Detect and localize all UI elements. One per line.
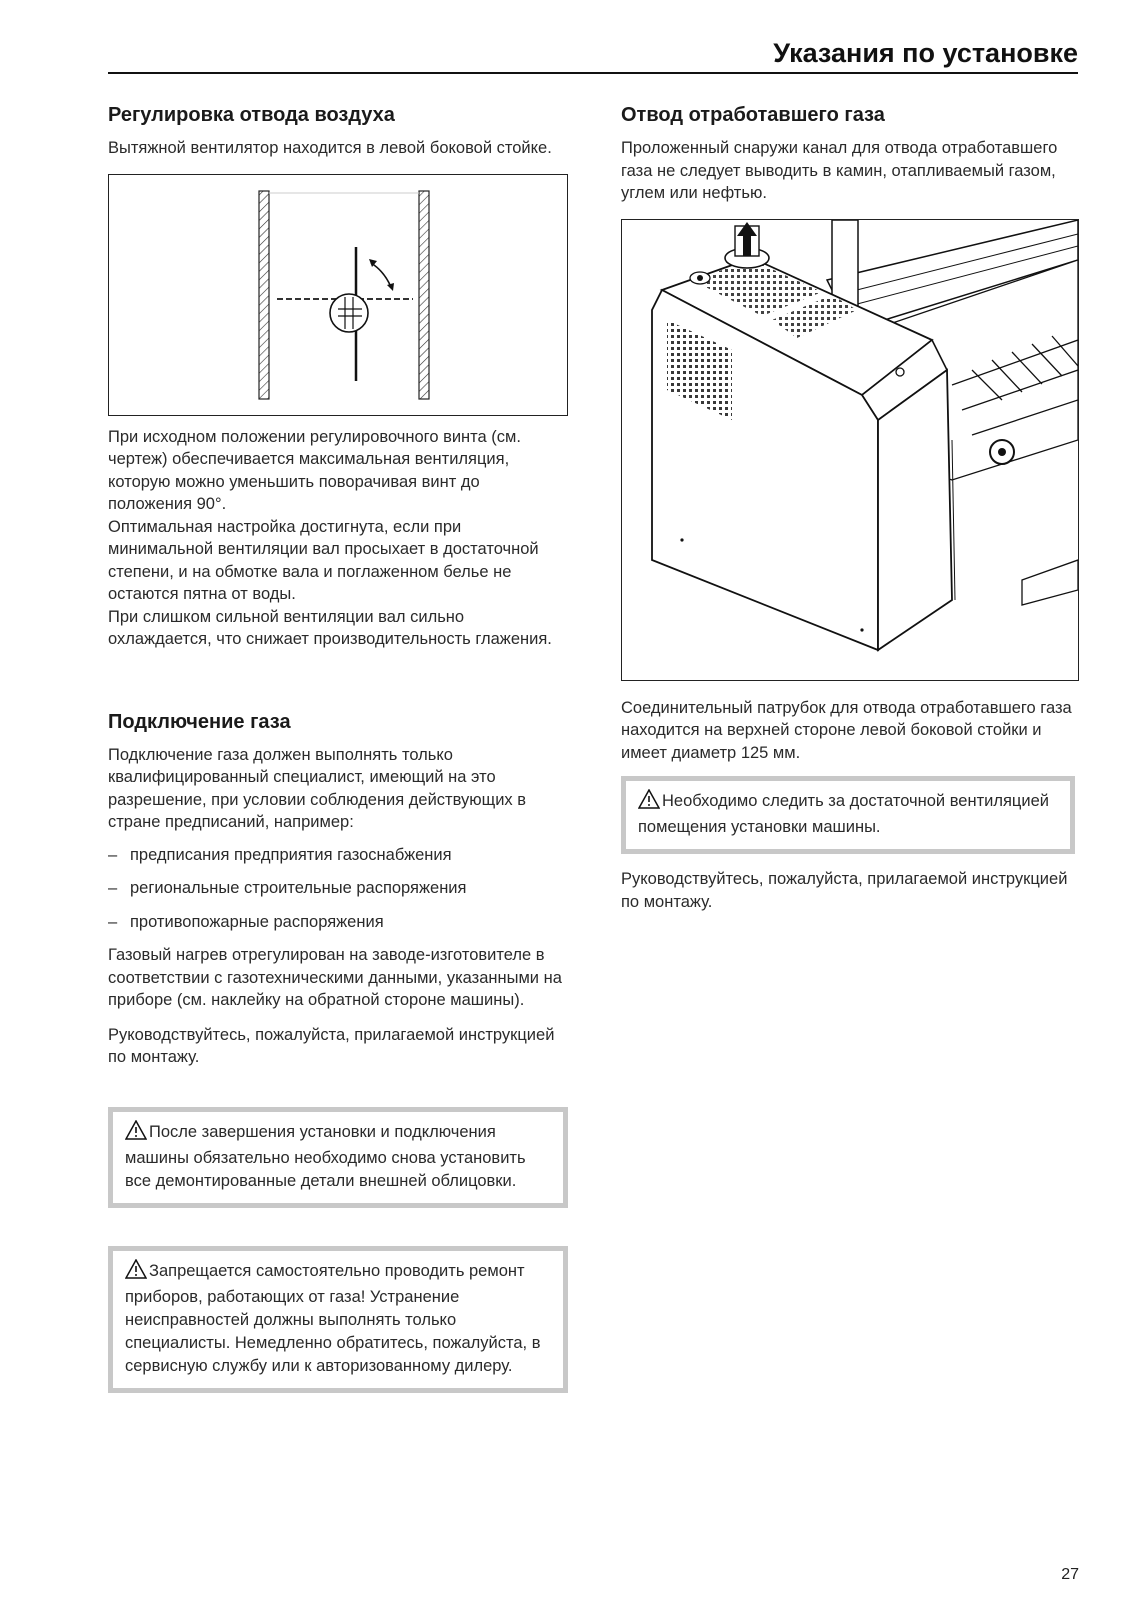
exhaust-gas-para2: Руководствуйтесь, пожалуйста, прилагаемой инструкцией по монтажу. xyxy=(621,870,1068,911)
warning-triangle-icon xyxy=(638,789,660,816)
air-exhaust-para2: Оптимальная настройка достигнута, если при минимальной вентиляции вал просыхает в достаточной степени, и на обмотке вала и поглаженном белье не остаются пятна от воды. xyxy=(108,517,539,603)
warning-box-gas-repair xyxy=(108,1246,568,1393)
gas-connection-para1: Газовый нагрев отрегулирован на заводе-изготовителе в соответствии с газотехническими данными, указанными на приборе (см. наклейку на обратной стороне машины). xyxy=(108,946,562,1009)
damper-diagram xyxy=(108,174,568,416)
warning-triangle-icon xyxy=(125,1259,147,1286)
warning-box-ventilation xyxy=(621,776,1075,854)
machine-illustration xyxy=(621,219,1079,681)
list-item: – региональные строительные распоряжения xyxy=(108,879,467,897)
gas-connection-intro: Подключение газа должен выполнять только квалифицированный специалист, имеющий на это разрешение, при условии соблюдения действующих в стране предписаний, например: xyxy=(108,745,527,831)
list-item: – противопожарные распоряжения xyxy=(108,912,384,931)
section-heading-gas-connection: Подключение газа xyxy=(108,710,291,733)
air-exhaust-para3: При слишком сильной вентиляции вал сильно охлаждается, что снижает производительность глажения. xyxy=(108,607,552,648)
air-exhaust-para1: При исходном положении регулировочного винта (см. чертеж) обеспечивается максимальная вентиляция, которую можно уменьшить поворачивая винт до положения 90°. xyxy=(108,427,521,513)
regulations-list xyxy=(108,844,568,934)
page-header xyxy=(108,38,1078,74)
page-title: Указания по установке xyxy=(773,38,1078,68)
list-item: – предписания предприятия газоснабжения xyxy=(108,845,452,864)
machine-drawing xyxy=(622,220,1078,680)
section-heading-air-exhaust: Регулировка отвода воздуха xyxy=(108,104,395,126)
left-column xyxy=(108,104,568,1393)
warning-text: Необходимо следить за достаточной вентиляцией помещения установки машины. xyxy=(638,792,1049,836)
gas-connection-para2: Руководствуйтесь, пожалуйста, прилагаемой инструкцией по монтажу. xyxy=(108,1025,555,1066)
warning-text: Запрещается самостоятельно проводить ремонт приборов, работающих от газа! Устранение неисправностей должны выполнять только специалисты. Немедленно обратитесь, пожалуйста, в сервисную службу или к авторизованному дилеру. xyxy=(125,1261,541,1375)
warning-box-reassembly xyxy=(108,1107,568,1208)
section-heading-exhaust-gas: Отвод отработавшего газа xyxy=(621,104,885,126)
exhaust-gas-para1: Соединительный патрубок для отвода отработавшего газа находится на верхней стороне левой боковой стойки и имеет диаметр 125 мм. xyxy=(621,698,1072,762)
right-column xyxy=(621,104,1081,913)
damper-drawing xyxy=(109,175,567,415)
warning-text: После завершения установки и подключения машины обязательно необходимо снова установить все демонтированные детали внешней облицовки. xyxy=(125,1122,526,1190)
warning-triangle-icon xyxy=(125,1120,147,1147)
page-number: 27 xyxy=(1061,1566,1079,1583)
air-exhaust-intro: Вытяжной вентилятор находится в левой боковой стойке. xyxy=(108,139,552,157)
exhaust-gas-intro: Проложенный снаружи канал для отвода отработавшего газа не следует выводить в камин, отапливаемый газом, углем или нефтью. xyxy=(621,139,1058,202)
